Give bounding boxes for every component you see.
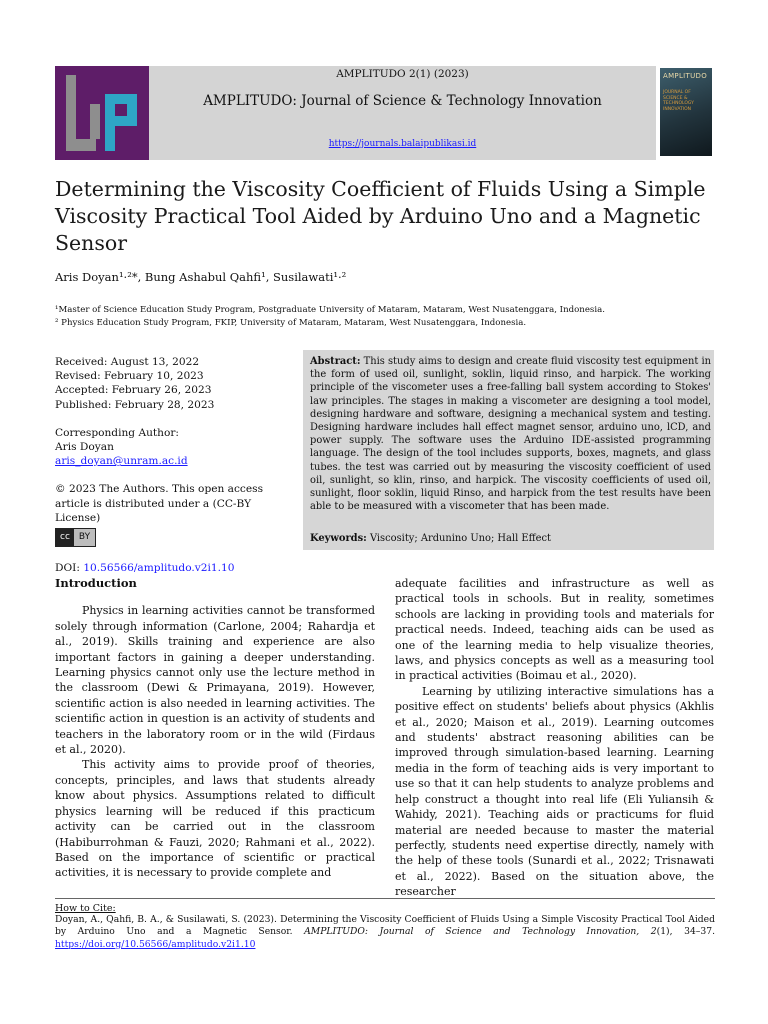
- revised-date: Revised: February 10, 2023: [55, 370, 204, 383]
- license-text: © 2023 The Authors. This open access article is distributed under a (CC-BY License): [55, 483, 264, 524]
- corresponding-name: Aris Doyan: [55, 441, 114, 454]
- journal-header: [55, 66, 712, 160]
- citation-journal: AMPLITUDO: Journal of Science and Technology Innovation, 2: [304, 926, 657, 938]
- citation: [55, 914, 715, 951]
- issue-label: AMPLITUDO 2(1) (2023): [336, 68, 469, 80]
- citation-tail: (1), 34–37.: [656, 926, 716, 938]
- footer-divider: [55, 898, 715, 899]
- accepted-date: Accepted: February 26, 2023: [55, 384, 212, 397]
- journal-cover-image: [660, 68, 712, 156]
- doi-line: [55, 561, 290, 575]
- journal-name: AMPLITUDO: Journal of Science & Technology Innovation: [203, 93, 602, 109]
- corresponding-email-link[interactable]: aris_doyan@unram.ac.id: [55, 455, 188, 468]
- article-info: [55, 355, 290, 575]
- paragraph: Learning by utilizing interactive simulations has a positive effect on students' beliefs about physics (Akhlis et al., 2020; Maison et al., 2019). Learning outcomes and students' abstract reasoning abilities can be improved through simulation-based learning. Learning media in the form of teaching aids is very important to use so that it can help students to analyze problems and help construct a thought into real life (Eli Yuliansih & Wahidy, 2021). Teaching aids or practicums for fluid material are needed because to master the material perfectly, students need expertise directly, namely with the help of these tools (Sunardi et al., 2022; Trisnawati et al., 2022). Based on the situation above, the researcher: [395, 684, 714, 899]
- citation-main: Doyan, A., Qahfi, B. A., & Susilawati, S. (2023). Determining the Viscosity Coefficient of Fluids Using a Simple Viscosity Practical Tool Aided by Arduino Uno and a Magnetic Sensor.: [55, 914, 715, 938]
- abstract-text: This study aims to design and create fluid viscosity test equipment in the form of used oil, sunlight, soklin, liquid rinso, and harpick. The working principle of the viscometer uses a free-falling ball system according to Stokes' law principles. The stages in making a viscometer are designing a tool model, designing hardware and software, designing a mechanical system and testing. Designing hardware includes hall effect magnet sensor, arduino uno, lCD, and power supply. The software uses the Arduino IDE-assisted programming language. The design of the tool includes supports, boxes, magnets, and glass tubes. the test was carried out by measuring the viscosity coefficient of used oil, sunlight, so klin, rinso, and harpick. The viscosity coefficients of used oil, sunlight, floor soklin, liquid Rinso, and harpick from the test results have been able to be measured with a viscometer that has been made.: [310, 356, 711, 513]
- cc-badge-part: cc: [56, 529, 74, 546]
- doi-label: DOI:: [55, 562, 80, 575]
- how-to-cite-label: How to Cite:: [55, 903, 116, 914]
- paragraph: Physics in learning activities cannot be transformed solely through information (Carlone, 2004; Rahardja et al., 2019). Skills training and experience are also important factors in gaining a deeper understanding. Learning physics cannot only use the lecture method in the classroom (Dewi & Primayana, 2019). However, scientific action is also needed in learning activities. The scientific action in question is an activity of students and teachers in the laboratory room or in the wild (Firdaus et al., 2020).: [55, 604, 375, 757]
- cover-subtitle: JOURNAL OF SCIENCE & TECHNOLOGY INNOVATION: [663, 90, 694, 112]
- abstract-box: [303, 350, 714, 550]
- author-list: Aris Doyan¹·²*, Bung Ashabul Qahfi¹, Susilawati¹·²: [55, 270, 347, 284]
- by-badge-part: BY: [74, 529, 95, 546]
- paragraph: adequate facilities and infrastructure as well as practical tools in schools. But in reality, sometimes schools are lacking in providing tools and materials for practical needs. Indeed, teaching aids can be used as one of the learning media to help visualize theories, laws, and physics concepts as well as a measuring tool in practical activities (Boimau et al., 2020).: [395, 577, 714, 683]
- journal-url-link[interactable]: https://journals.balaipublikasi.id: [328, 139, 477, 149]
- citation-doi-link[interactable]: https://doi.org/10.56566/amplitudo.v2i1.10: [55, 938, 256, 950]
- introduction-heading: Introduction: [55, 576, 137, 590]
- doi-link[interactable]: 10.56566/amplitudo.v2i1.10: [83, 562, 235, 575]
- keywords: [310, 533, 551, 544]
- paragraph: This activity aims to provide proof of theories, concepts, principles, and laws that students already know about physics. Assumptions related to difficult physics learning will be reduced if this practicum activity can be carried out in the classroom (Habiburrohman & Fauzi, 2020; Rahmani et al., 2022). Based on the importance of scientific or practical activities, it is necessary to provide complete and: [55, 758, 375, 880]
- affiliations: [55, 304, 715, 330]
- received-date: Received: August 13, 2022: [55, 356, 200, 368]
- affiliation-1: ¹Master of Science Education Study Program, Postgraduate University of Mataram, Mataram, West Nusatenggara, Indonesia.: [55, 305, 605, 315]
- published-date: Published: February 28, 2023: [55, 398, 215, 411]
- keywords-text: Viscosity; Ardunino Uno; Hall Effect: [369, 533, 551, 544]
- body-right-column: [395, 576, 714, 900]
- lp-logo-icon: [55, 66, 149, 160]
- article-title: Determining the Viscosity Coefficient of Fluids Using a Simple Viscosity Practical Tool Aided by Arduino Uno and a Magnetic Sensor: [55, 177, 706, 255]
- affiliation-2: ² Physics Education Study Program, FKIP, University of Mataram, Mataram, West Nusatenggara, Indonesia.: [55, 318, 527, 328]
- keywords-label: Keywords:: [310, 533, 367, 544]
- abstract: [310, 355, 711, 513]
- cc-by-license-icon[interactable]: [55, 528, 96, 547]
- cover-title: AMPLITUDO: [663, 72, 708, 80]
- corresponding-label: Corresponding Author:: [55, 426, 180, 439]
- body-left-column: [55, 576, 375, 881]
- abstract-label: Abstract:: [310, 356, 361, 367]
